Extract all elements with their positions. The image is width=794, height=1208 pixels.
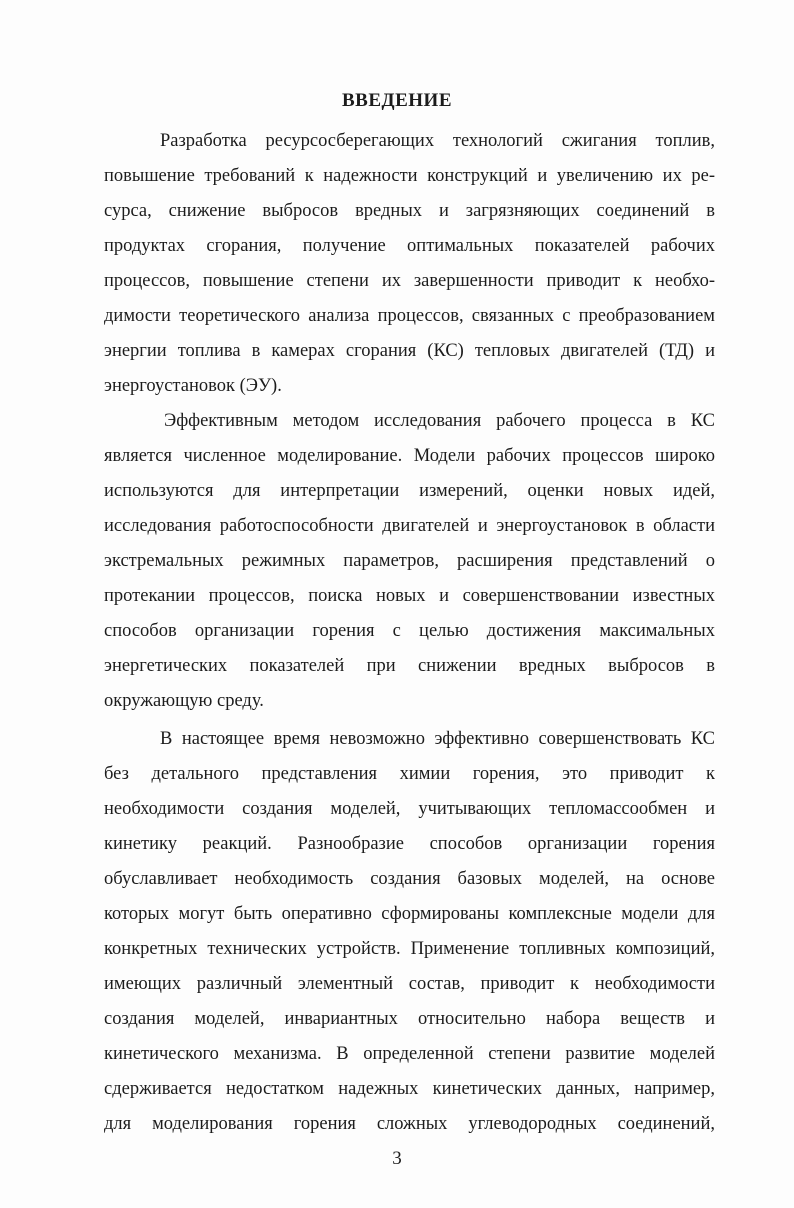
text-line: энергоустановок (ЭУ).: [104, 376, 282, 396]
text-line: которых могут быть оперативно сформированы комплексные модели для: [104, 904, 715, 924]
text-line: Разработка ресурсосберегающих технологий сжигания топлив,: [160, 131, 715, 151]
text-line: кинетику реакций. Разнообразие способов организации горения: [104, 834, 715, 854]
text-line: кинетического механизма. В определенной степени развитие моделей: [104, 1044, 715, 1064]
text-line: энергетических показателей при снижении вредных выбросов в: [104, 656, 715, 676]
text-line: имеющих различный элементный состав, приводит к необходимости: [104, 974, 715, 994]
text-line: способов организации горения с целью достижения максимальных: [104, 621, 715, 641]
text-line: исследования работоспособности двигателей и энергоустановок в области: [104, 516, 715, 536]
text-line: Эффективным методом исследования рабочего процесса в КС: [164, 411, 715, 431]
text-line: сдерживается недостатком надежных кинетических данных, например,: [104, 1079, 715, 1099]
page-number: 3: [392, 1148, 402, 1169]
text-line: используются для интерпретации измерений, оценки новых идей,: [104, 481, 715, 501]
text-line: необходимости создания моделей, учитывающих тепломассообмен и: [104, 799, 715, 819]
text-line: для моделирования горения сложных углеводородных соединений,: [104, 1114, 715, 1134]
text-line: сурса, снижение выбросов вредных и загрязняющих соединений в: [104, 201, 715, 221]
text-line: без детального представления химии горения, это приводит к: [104, 764, 715, 784]
text-line: конкретных технических устройств. Применение топливных композиций,: [104, 939, 715, 959]
text-line: энергии топлива в камерах сгорания (КС) тепловых двигателей (ТД) и: [104, 341, 715, 361]
text-line: создания моделей, инвариантных относительно набора веществ и: [104, 1009, 715, 1029]
page-title: ВВЕДЕНИЕ: [342, 90, 452, 111]
text-line: протекании процессов, поиска новых и совершенствовании известных: [104, 586, 715, 606]
text-line: процессов, повышение степени их завершенности приводит к необхо-: [104, 271, 715, 291]
text-line: повышение требований к надежности конструкций и увеличению их ре-: [104, 166, 715, 186]
text-line: В настоящее время невозможно эффективно совершенствовать КС: [160, 729, 715, 749]
text-line: димости теоретического анализа процессов, связанных с преобразованием: [104, 306, 715, 326]
text-line: окружающую среду.: [104, 691, 264, 711]
text-line: является численное моделирование. Модели рабочих процессов широко: [104, 446, 715, 466]
text-line: продуктах сгорания, получение оптимальных показателей рабочих: [104, 236, 715, 256]
text-line: обуславливает необходимость создания базовых моделей, на основе: [104, 869, 715, 889]
text-line: экстремальных режимных параметров, расширения представлений о: [104, 551, 715, 571]
